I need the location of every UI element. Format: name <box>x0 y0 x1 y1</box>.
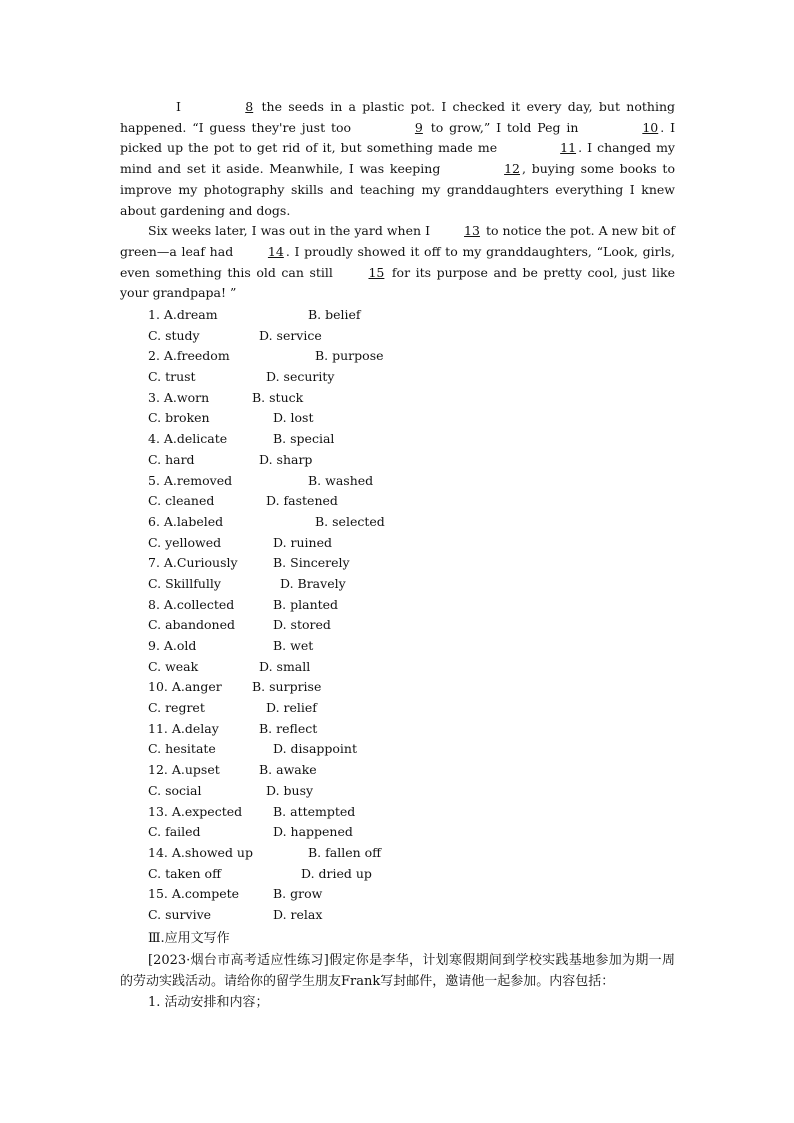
blank-10: 10 <box>642 119 659 135</box>
question-3-row-ab <box>148 388 385 409</box>
option-9c: C. weak <box>148 658 199 674</box>
option-10a: 10. A.anger <box>148 679 222 695</box>
question-6-row-cd <box>148 533 385 554</box>
blank-9: 9 <box>414 119 423 135</box>
cloze-passage <box>120 97 675 304</box>
option-14a: 14. A.showed up <box>148 844 253 860</box>
option-11d: D. disappoint <box>273 741 357 757</box>
question-14-row-ab <box>148 843 385 864</box>
option-3d: D. lost <box>273 410 314 426</box>
option-2b: B. purpose <box>315 348 384 364</box>
question-10-row-ab <box>148 677 385 698</box>
question-5-row-ab <box>148 471 385 492</box>
question-7-row-ab <box>148 553 385 574</box>
question-12-row-cd <box>148 781 385 802</box>
question-3-row-cd <box>148 408 385 429</box>
option-10d: D. relief <box>266 700 317 716</box>
option-4d: D. sharp <box>259 451 313 467</box>
question-2-row-cd <box>148 367 385 388</box>
option-7b: B. Sincerely <box>273 555 350 571</box>
question-1-row-ab <box>148 305 385 326</box>
option-1a: 1. A.dream <box>148 307 218 322</box>
option-12d: D. busy <box>266 782 314 798</box>
question-7-row-cd <box>148 574 385 595</box>
option-13d: D. happened <box>273 824 353 840</box>
option-4a: 4. A.delicate <box>148 431 228 447</box>
option-8a: 8. A.collected <box>148 596 235 612</box>
question-6-row-ab <box>148 512 385 533</box>
question-9-row-ab <box>148 636 385 657</box>
option-2a: 2. A.freedom <box>148 348 230 364</box>
option-6b: B. selected <box>315 513 385 529</box>
question-13-row-cd <box>148 822 385 843</box>
option-14d: D. dried up <box>301 865 372 881</box>
option-4c: C. hard <box>148 451 195 467</box>
option-6c: C. yellowed <box>148 534 222 550</box>
option-15d: D. relax <box>273 906 323 922</box>
section-heading: Ⅲ.应用文写作 <box>148 931 230 946</box>
passage-paragraph-2: Six weeks later, I was out in the yard when I 13 to notice the pot. A new bit of green—a leaf had 14 . I proudly showed it off to my granddaughters, “Look, girls, even something this old can still 15 for its purpose and be pretty cool, just like your grandpapa! ” <box>120 223 675 301</box>
writing-task <box>120 950 675 1013</box>
option-12a: 12. A.upset <box>148 762 220 778</box>
passage-paragraph-1: I 8 the seeds in a plastic pot. I checked it every day, but nothing happened. “I guess they're just too 9 to grow,” I told Peg in 10 . I picked up the pot to get rid of it, but something made me 11 . I changed my mind and set it aside. Meanwhile, I was keeping 12 , buying some books to improve my photography skills and teaching my granddaughters everything I knew about gardening and dogs. <box>120 99 676 218</box>
option-8b: B. planted <box>273 596 339 612</box>
question-8-row-ab <box>148 595 385 616</box>
option-1b: B. belief <box>308 307 361 322</box>
option-13c: C. failed <box>148 824 201 840</box>
option-9d: D. small <box>259 658 311 674</box>
option-7d: D. Bravely <box>280 575 346 591</box>
option-11b: B. reflect <box>259 720 318 736</box>
option-14c: C. taken off <box>148 865 221 881</box>
option-6d: D. ruined <box>273 534 332 550</box>
option-3c: C. broken <box>148 410 210 426</box>
blank-8: 8 <box>245 99 254 114</box>
option-4b: B. special <box>273 431 335 447</box>
option-2d: D. security <box>266 369 335 385</box>
option-5a: 5. A.removed <box>148 472 233 488</box>
option-9a: 9. A.old <box>148 638 197 653</box>
question-11-row-cd <box>148 739 385 760</box>
option-11c: C. hesitate <box>148 741 216 757</box>
option-14b: B. fallen off <box>308 844 382 860</box>
question-1-row-cd <box>148 326 385 347</box>
option-15b: B. grow <box>273 886 323 902</box>
question-14-row-cd <box>148 864 385 885</box>
question-2-row-ab <box>148 346 385 367</box>
option-12c: C. social <box>148 782 202 798</box>
option-5d: D. fastened <box>266 493 338 509</box>
option-1d: D. service <box>259 327 322 343</box>
option-6a: 6. A.labeled <box>148 513 224 529</box>
question-11-row-ab <box>148 719 385 740</box>
blank-15: 15 <box>368 264 385 280</box>
option-11a: 11. A.delay <box>148 720 219 736</box>
blank-11: 11 <box>560 140 577 156</box>
option-3b: B. stuck <box>252 389 304 405</box>
blank-14: 14 <box>267 243 284 259</box>
blank-12: 12 <box>504 161 521 177</box>
writing-item-1: 1. 活动安排和内容； <box>148 995 269 1010</box>
question-12-row-ab <box>148 760 385 781</box>
option-13a: 13. A.expected <box>148 803 243 819</box>
option-10b: B. surprise <box>252 679 322 695</box>
question-4-row-ab <box>148 429 385 450</box>
option-8c: C. abandoned <box>148 617 235 633</box>
question-5-row-cd <box>148 491 385 512</box>
option-7c: C. Skillfully <box>148 575 221 591</box>
question-10-row-cd <box>148 698 385 719</box>
option-10c: C. regret <box>148 700 205 716</box>
option-7a: 7. A.Curiously <box>148 555 238 571</box>
option-3a: 3. A.worn <box>148 389 210 405</box>
option-8d: D. stored <box>273 617 331 633</box>
option-5c: C. cleaned <box>148 493 215 509</box>
answer-options <box>148 305 385 926</box>
question-8-row-cd <box>148 615 385 636</box>
option-1c: C. study <box>148 327 200 343</box>
option-15a: 15. A.compete <box>148 886 240 902</box>
question-15-row-cd <box>148 905 385 926</box>
writing-prompt: [2023·烟台市高考适应性练习]假定你是李华，计划寒假期间到学校实践基地参加为期一周的劳动实践活动。请给你的留学生朋友Frank写封邮件，邀请他一起参加。内容包括： <box>120 953 675 989</box>
option-15c: C. survive <box>148 906 212 922</box>
question-4-row-cd <box>148 450 385 471</box>
option-13b: B. attempted <box>273 803 356 819</box>
option-2c: C. trust <box>148 369 196 385</box>
question-9-row-cd <box>148 657 385 678</box>
question-13-row-ab <box>148 802 385 823</box>
option-12b: B. awake <box>259 762 317 778</box>
option-5b: B. washed <box>308 472 374 488</box>
question-15-row-ab <box>148 884 385 905</box>
blank-13: 13 <box>464 223 480 239</box>
option-9b: B. wet <box>273 638 314 653</box>
